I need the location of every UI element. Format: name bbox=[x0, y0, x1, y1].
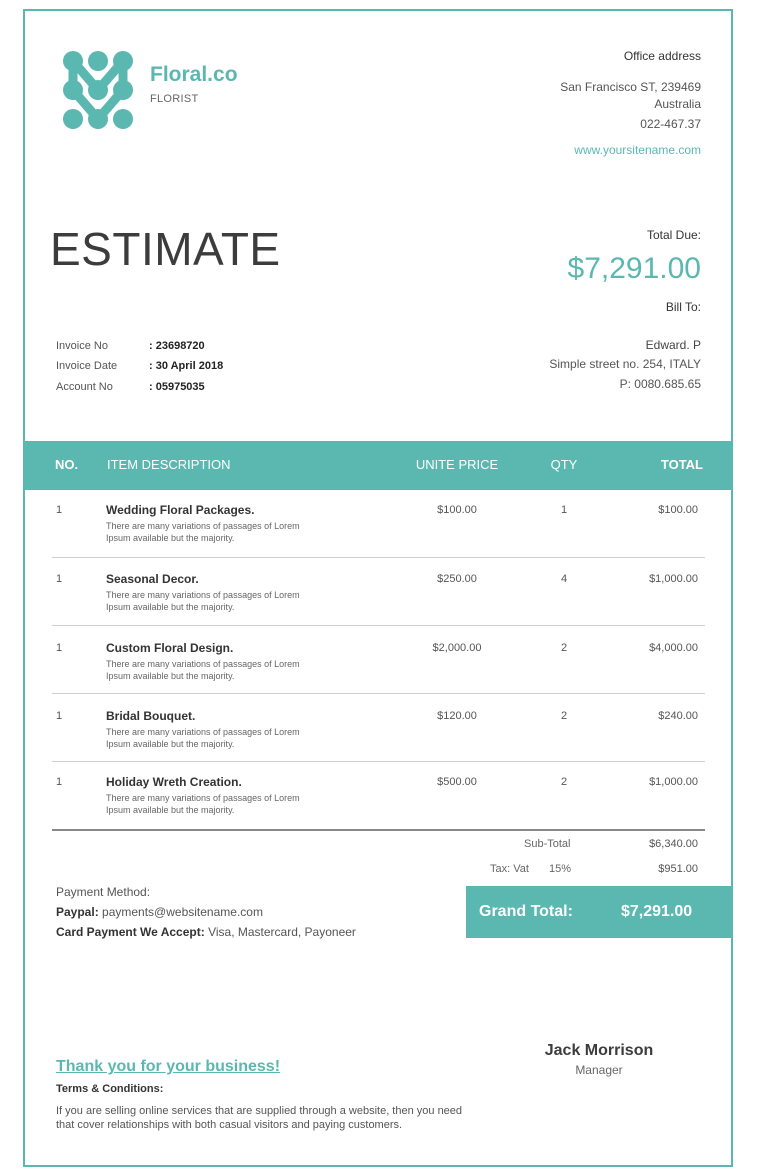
subtotal-value: $6,340.00 bbox=[649, 838, 698, 850]
row-price: $500.00 bbox=[437, 776, 477, 788]
header-no: NO. bbox=[55, 457, 79, 472]
row-no: 1 bbox=[56, 710, 63, 722]
card-line bbox=[56, 925, 356, 939]
grand-total-box bbox=[466, 886, 733, 938]
row-no: 1 bbox=[56, 776, 63, 788]
thank-you-link[interactable]: Thank you for your business! bbox=[56, 1058, 281, 1075]
row-description: There are many variations of passages of Lorem Ipsum available but the majority. bbox=[106, 727, 300, 749]
grand-total-label: Grand Total: bbox=[479, 903, 573, 920]
row-no: 1 bbox=[56, 642, 63, 654]
payment-method-label: Payment Method: bbox=[56, 885, 151, 899]
total-due-label: Total Due: bbox=[646, 228, 701, 242]
row-total: $100.00 bbox=[658, 504, 698, 516]
row-title: Custom Floral Design. bbox=[106, 641, 234, 655]
invoice-no-value: : 23698720 bbox=[149, 340, 205, 352]
paypal-label: Paypal: bbox=[56, 905, 99, 919]
document-title: ESTIMATE bbox=[50, 223, 281, 275]
table-row bbox=[52, 762, 705, 831]
tax-label: Tax: Vat bbox=[490, 863, 529, 875]
office-address-line2: Australia bbox=[654, 97, 701, 111]
bill-to-address: Simple street no. 254, ITALY bbox=[549, 357, 701, 371]
invoice-date-label: Invoice Date bbox=[56, 360, 118, 372]
header-total: TOTAL bbox=[660, 457, 703, 472]
invoice-date-value: : 30 April 2018 bbox=[149, 360, 224, 372]
invoice-no-label: Invoice No bbox=[56, 340, 108, 352]
row-total: $4,000.00 bbox=[649, 642, 698, 654]
row-description: There are many variations of passages of Lorem Ipsum available but the majority. bbox=[106, 793, 300, 815]
card-label: Card Payment We Accept: bbox=[56, 925, 205, 939]
card-value: Visa, Mastercard, Payoneer bbox=[208, 925, 356, 939]
row-qty: 2 bbox=[560, 776, 568, 788]
bill-to-phone: P: 0080.685.65 bbox=[619, 377, 701, 391]
row-qty: 2 bbox=[560, 710, 568, 722]
paypal-value: payments@websitename.com bbox=[102, 905, 263, 919]
row-qty: 2 bbox=[560, 642, 568, 654]
table-row bbox=[52, 490, 705, 558]
row-price: $250.00 bbox=[437, 573, 477, 585]
row-description: There are many variations of passages of Lorem Ipsum available but the majority. bbox=[106, 659, 300, 681]
row-title: Holiday Wreth Creation. bbox=[106, 775, 242, 789]
row-no: 1 bbox=[56, 504, 63, 516]
tax-value: $951.00 bbox=[658, 863, 698, 875]
row-price: $2,000.00 bbox=[432, 642, 482, 654]
row-title: Bridal Bouquet. bbox=[106, 709, 196, 723]
row-description: There are many variations of passages of Lorem Ipsum available but the majority. bbox=[106, 590, 300, 612]
row-qty: 4 bbox=[560, 573, 568, 585]
bill-to-label: Bill To: bbox=[665, 300, 701, 314]
signer-name: Jack Morrison bbox=[544, 1042, 654, 1059]
terms-text: If you are selling online services that are supplied through a website, then you need that cover relationships with both casual visitors and paying customers. bbox=[56, 1105, 463, 1131]
brand-tagline: FLORIST bbox=[150, 93, 199, 105]
floral-dots-logo-icon bbox=[62, 50, 136, 130]
row-total: $1,000.00 bbox=[649, 776, 698, 788]
account-no-value: : 05975035 bbox=[149, 381, 205, 393]
office-label: Office address bbox=[623, 49, 701, 63]
subtotal-label: Sub-Total bbox=[524, 838, 571, 850]
total-due-amount: $7,291.00 bbox=[567, 252, 701, 285]
row-total: $240.00 bbox=[658, 710, 698, 722]
account-no-label: Account No bbox=[56, 381, 113, 393]
website-link[interactable]: www.yoursitename.com bbox=[574, 143, 701, 157]
paypal-line bbox=[56, 905, 263, 919]
office-address-line1: San Francisco ST, 239469 bbox=[560, 80, 701, 94]
row-title: Seasonal Decor. bbox=[106, 572, 199, 586]
row-price: $100.00 bbox=[437, 504, 477, 516]
tax-rate: 15% bbox=[549, 863, 572, 875]
row-price: $120.00 bbox=[437, 710, 477, 722]
row-total: $1,000.00 bbox=[649, 573, 698, 585]
row-no: 1 bbox=[56, 573, 63, 585]
terms-label: Terms & Conditions: bbox=[56, 1083, 164, 1095]
office-phone: 022-467.37 bbox=[640, 117, 701, 131]
row-qty: 1 bbox=[560, 504, 568, 516]
header-price: UNITE PRICE bbox=[415, 457, 499, 472]
row-title: Wedding Floral Packages. bbox=[106, 503, 255, 517]
signer-role: Manager bbox=[575, 1063, 623, 1077]
header-qty: QTY bbox=[550, 457, 578, 472]
table-row bbox=[52, 696, 705, 762]
table-header bbox=[23, 441, 733, 490]
table-row bbox=[52, 559, 705, 626]
brand-name: Floral.co bbox=[150, 63, 238, 86]
table-row bbox=[52, 628, 705, 694]
header-description: ITEM DESCRIPTION bbox=[107, 457, 231, 472]
bill-to-name: Edward. P bbox=[645, 338, 701, 352]
grand-total-value: $7,291.00 bbox=[621, 903, 693, 920]
row-description: There are many variations of passages of Lorem Ipsum available but the majority. bbox=[106, 521, 300, 543]
